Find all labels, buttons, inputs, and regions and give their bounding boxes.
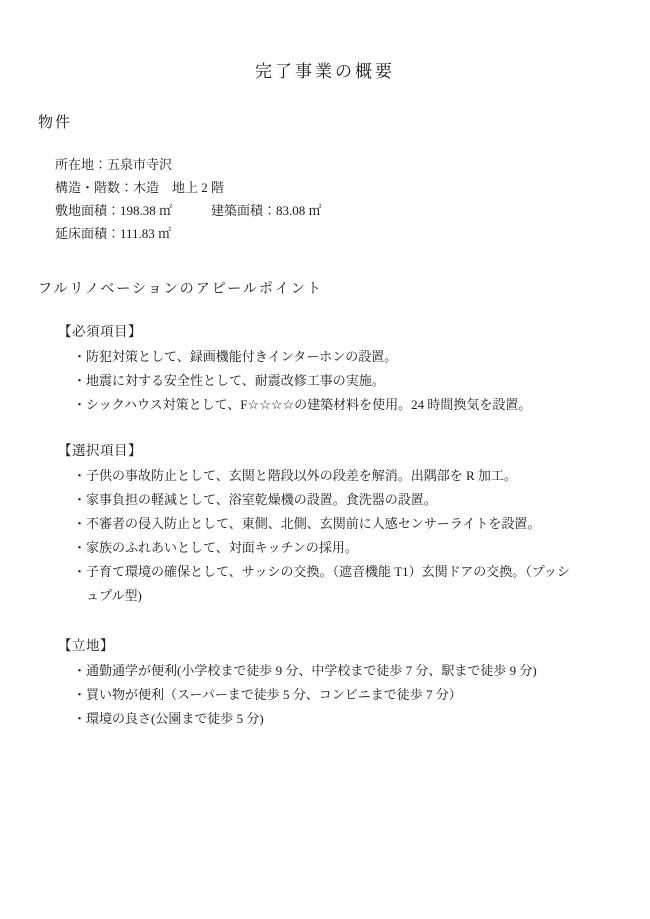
group-label-selected: 【選択項目】 — [58, 443, 142, 458]
list-item-line: 構造・階数：木造 地上 2 階 — [55, 180, 225, 195]
list-item — [73, 393, 650, 417]
section-heading-appeal-points: フルリノベーションのアピールポイント — [38, 282, 323, 297]
list-item — [73, 536, 650, 560]
list-item-line: ・環境の良さ(公園まで徒歩 5 分) — [73, 711, 264, 726]
group-label-location: 【立地】 — [58, 638, 114, 653]
list-item-line: ・不審者の侵入防止として、東側、北側、玄関前に人感センサーライトを設置。 — [73, 516, 541, 531]
list-item — [73, 683, 650, 707]
location-items-list — [73, 659, 650, 731]
group-label-required: 【必須項目】 — [58, 324, 142, 339]
group-location — [58, 636, 650, 731]
property-details-list — [55, 153, 650, 245]
required-items-list — [73, 345, 650, 417]
list-item — [55, 199, 650, 222]
group-selected-items — [58, 441, 650, 608]
list-item-line: 所在地：五泉市寺沢 — [55, 157, 173, 172]
list-item-line: ・防犯対策として、録画機能付きインターホンの設置。 — [73, 349, 398, 364]
list-item — [73, 659, 650, 683]
group-required-items — [58, 322, 650, 417]
list-item-line: ・通勤通学が便利(小学校まで徒歩 9 分、中学校まで徒歩 7 分、駅まで徒歩 9 分) — [73, 663, 537, 678]
list-item — [73, 488, 650, 512]
section-heading-property: 物件 — [38, 115, 73, 131]
document-title: 完了事業の概要 — [255, 62, 395, 81]
list-item-line: ・買い物が便利（スーパーまで徒歩 5 分、コンビニまで徒歩 7 分） — [73, 687, 462, 702]
list-item — [73, 345, 650, 369]
list-item — [73, 369, 650, 393]
list-item-line: ・家事負担の軽減として、浴室乾燥機の設置。食洗器の設置。 — [73, 492, 437, 507]
list-item-line: 延床面積：111.83 ㎡ — [55, 226, 172, 241]
list-item-line: ・家族のふれあいとして、対面キッチンの採用。 — [73, 540, 358, 555]
list-item — [73, 707, 650, 731]
list-item — [73, 464, 650, 488]
list-item — [55, 153, 650, 176]
list-item-line: ・子育て環境の確保として、サッシの交換。（遮音機能 T1）玄関ドアの交換。（プッシ — [73, 564, 570, 579]
list-item-line: 敷地面積：198.38 ㎡ 建築面積：83.08 ㎡ — [55, 203, 322, 218]
list-item-line: ・地震に対する安全性として、耐震改修工事の実施。 — [73, 373, 385, 388]
list-item — [73, 560, 650, 608]
list-item — [55, 176, 650, 199]
list-item-line: ュプル型) — [86, 588, 142, 603]
selected-items-list — [73, 464, 650, 608]
list-item — [73, 512, 650, 536]
list-item-line: ・シックハウス対策として、F☆☆☆☆の建築材料を使用。24 時間換気を設置。 — [73, 397, 532, 412]
list-item-line: ・子供の事故防止として、玄関と階段以外の段差を解消。出隅部を R 加工。 — [73, 468, 517, 483]
list-item — [55, 222, 650, 245]
